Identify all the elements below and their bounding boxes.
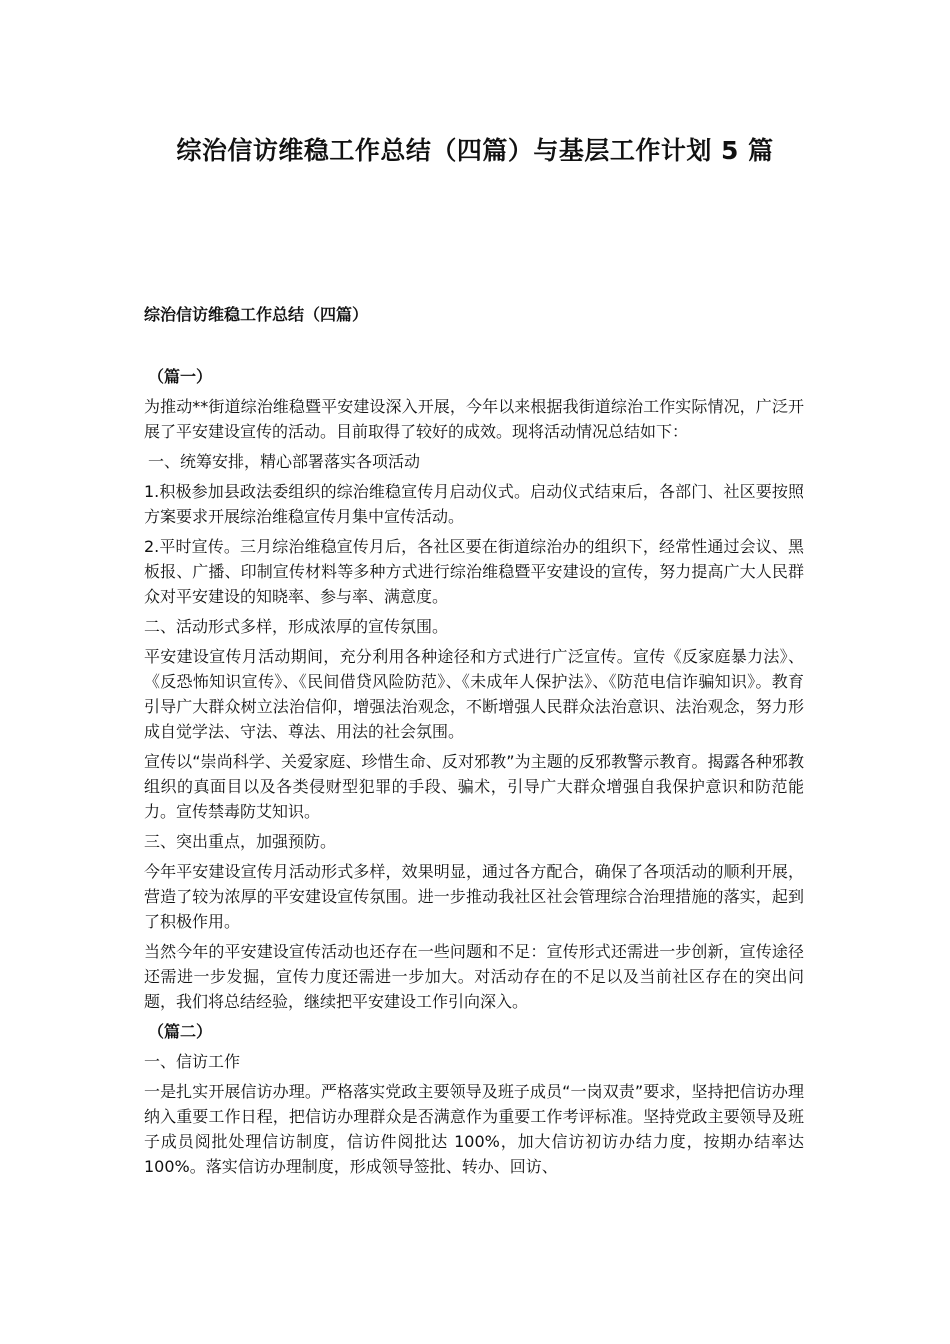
part1-paragraph-1: 1.积极参加县政法委组织的综治维稳宣传月启动仪式。启动仪式结束后，各部门、社区要按照方案要求开展综治维稳宣传月集中宣传活动。: [144, 482, 804, 526]
part1-paragraph-5: 今年平安建设宣传月活动形式多样，效果明显，通过各方配合，确保了各项活动的顺利开展，营造了较为浓厚的平安建设宣传氛围。进一步推动我社区社会管理综合治理措施的落实，起到了积极作用。: [144, 862, 804, 931]
part2-label: （篇二）: [148, 1022, 213, 1041]
part1-label: （篇一）: [148, 367, 213, 386]
part2-paragraph-1: 一是扎实开展信访办理。严格落实党政主要领导及班子成员“一岗双责”要求，坚持把信访办理纳入重要工作日程，把信访办理群众是否满意作为重要工作考评标准。坚持党政主要领导及班子成员阅批处理信访制度，信访件阅批达 100%，加大信访初访办结力度，按期办结率达 100%。落实信访办理制度，形成领导签批、转办、回访、: [144, 1082, 804, 1176]
spacer: [144, 327, 804, 364]
part1-paragraph-2: 2.平时宣传。三月综治维稳宣传月后，各社区要在街道综治办的组织下，经常性通过会议、黑板报、广播、印制宣传材料等多种方式进行综治维稳暨平安建设的宣传，努力提高广大人民群众对平安建设的知晓率、参与率、满意度。: [144, 537, 804, 606]
part1-paragraph-3: 平安建设宣传月活动期间，充分利用各种途径和方式进行广泛宣传。宣传《反家庭暴力法》、《反恐怖知识宣传》、《民间借贷风险防范》、《未成年人保护法》、《防范电信诈骗知识》。教育引导广大群众树立法治信仰，增强法治观念，不断增强人民群众法治意识、法治观念，努力形成自觉学法、守法、尊法、用法的社会氛围。: [144, 647, 804, 741]
part1-heading-2: 二、活动形式多样，形成浓厚的宣传氛围。: [144, 617, 449, 636]
document-title: 综治信访维稳工作总结（四篇）与基层工作计划 5 篇: [176, 136, 774, 165]
part2-heading-1: 一、信访工作: [144, 1052, 241, 1071]
document-body: [144, 302, 804, 1179]
part1-intro: 为推动**街道综治维稳暨平安建设深入开展，今年以来根据我街道综治工作实际情况，广泛开展了平安建设宣传的活动。目前取得了较好的成效。现将活动情况总结如下：: [144, 397, 804, 441]
part1-paragraph-4: 宣传以“崇尚科学、关爱家庭、珍惜生命、反对邪教”为主题的反邪教警示教育。揭露各种邪教组织的真面目以及各类侵财型犯罪的手段、骗术，引导广大群众增强自我保护意识和防范能力。宣传禁毒防艾知识。: [144, 752, 804, 821]
part1-heading-1: 一、统筹安排，精心部署落实各项活动: [148, 452, 421, 471]
part1-paragraph-6: 当然今年的平安建设宣传活动也还存在一些问题和不足：宣传形式还需进一步创新，宣传途径还需进一步发掘，宣传力度还需进一步加大。对活动存在的不足以及当前社区存在的突出问题，我们将总结经验，继续把平安建设工作引向深入。: [144, 942, 804, 1011]
part1-heading-3: 三、突出重点，加强预防。: [144, 832, 337, 851]
section-title: 综治信访维稳工作总结（四篇）: [144, 305, 369, 324]
